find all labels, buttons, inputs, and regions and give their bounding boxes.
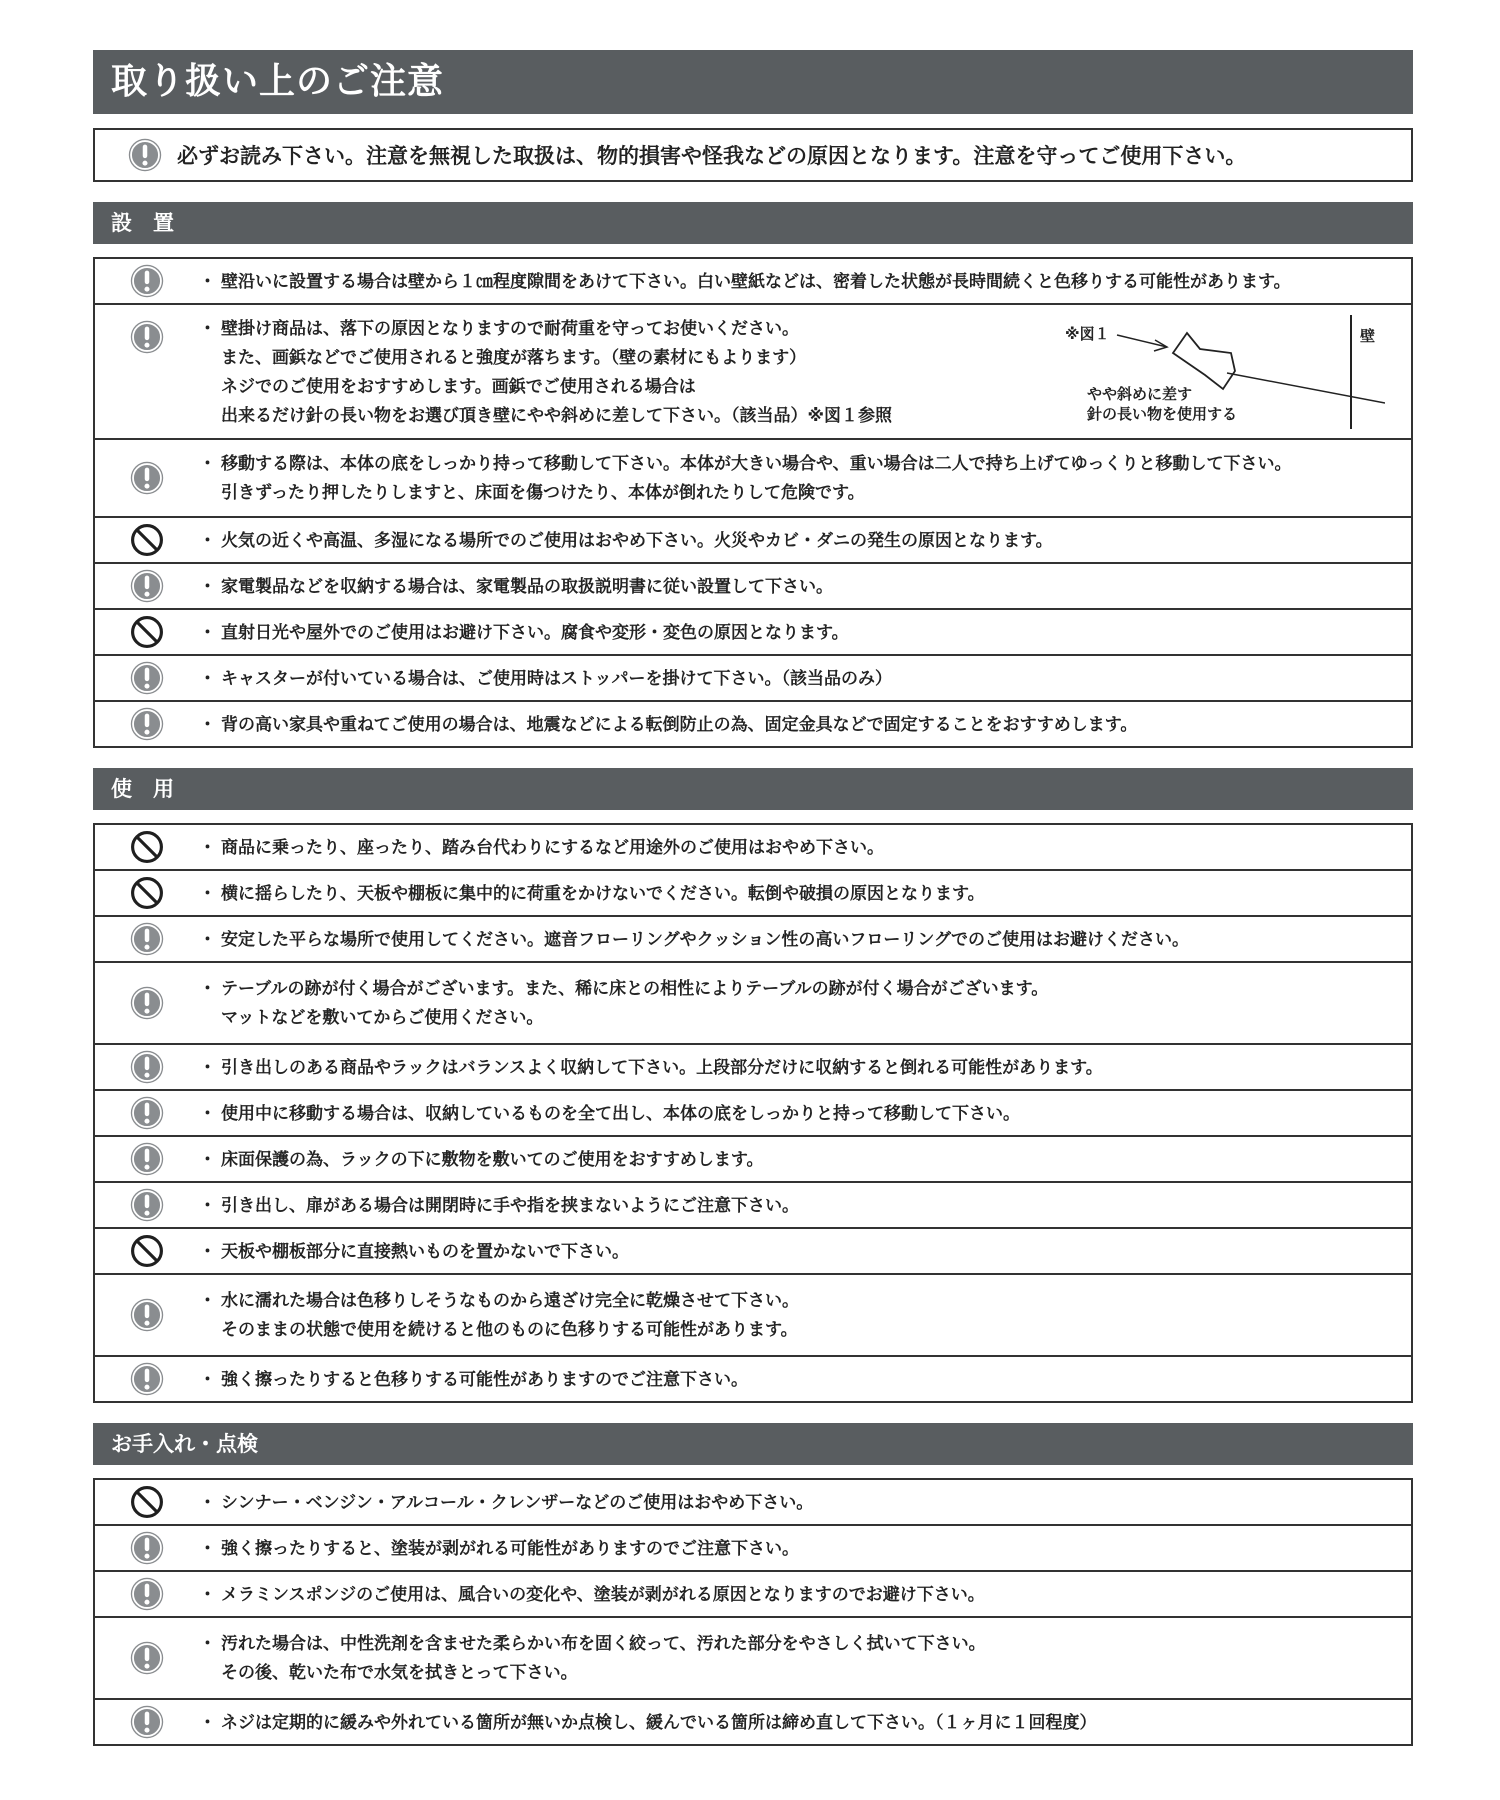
caution-icon (129, 1141, 165, 1177)
item-text: ネジでのご使用をおすすめします。画鋲でご使用される場合は (221, 377, 696, 397)
caution-icon (129, 568, 165, 604)
item-text: 移動する際は、本体の底をしっかり持って移動して下さい。本体が大きい場合や、重い場合は二人で持ち上げてゆっくりと移動して下さい。 (221, 454, 1292, 474)
list-item (95, 1229, 1411, 1275)
item-text: テーブルの跡が付く場合がございます。また、稀に床との相性によりテーブルの跡が付く場合がございます。 (221, 979, 1049, 999)
item-text: 家電製品などを収納する場合は、家電製品の取扱説明書に従い設置して下さい。 (221, 576, 833, 597)
prohibited-icon (129, 614, 165, 650)
bullet: ・ (199, 1291, 216, 1311)
caution-icon (129, 1640, 165, 1676)
bullet: ・ (199, 271, 216, 292)
caution-icon (129, 1297, 165, 1333)
list-item (95, 518, 1411, 564)
pushpin-illustration (1055, 313, 1385, 431)
prohibited-icon (129, 1484, 165, 1520)
bullet: ・ (199, 1584, 216, 1605)
caution-icon (129, 1049, 165, 1085)
caution-icon (129, 985, 165, 1021)
caution-icon (127, 137, 163, 173)
item-text: 安定した平らな場所で使用してください。遮音フローリングやクッション性の高いフローリングでのご使用はお避けください。 (221, 929, 1189, 950)
list-item (95, 564, 1411, 610)
item-text: キャスターが付いている場合は、ご使用時はストッパーを掛けて下さい。（該当品のみ） (221, 668, 892, 689)
bullet: ・ (199, 1057, 216, 1078)
section-heading-installation: 設 置 (93, 202, 1413, 244)
list-item (95, 1700, 1411, 1746)
list-item (95, 1183, 1411, 1229)
bullet: ・ (199, 714, 216, 735)
bullet: ・ (199, 979, 216, 999)
bullet: ・ (199, 530, 216, 551)
list-item (95, 1572, 1411, 1618)
section-heading-usage: 使 用 (93, 768, 1413, 810)
caution-page (93, 50, 1413, 1746)
caution-icon (129, 1704, 165, 1740)
item-text: 床面保護の為、ラックの下に敷物を敷いてのご使用をおすすめします。 (221, 1149, 764, 1170)
bullet: ・ (199, 1241, 216, 1262)
list-item (95, 1357, 1411, 1403)
item-text: 天板や棚板部分に直接熱いものを置かないで下さい。 (221, 1241, 629, 1262)
bullet: ・ (199, 1103, 216, 1124)
caution-icon (129, 706, 165, 742)
bullet: ・ (199, 837, 216, 858)
bullet: ・ (199, 1149, 216, 1170)
prohibited-icon (129, 522, 165, 558)
caution-icon (129, 460, 165, 496)
list-item (95, 917, 1411, 963)
item-text: 使用中に移動する場合は、収納しているものを全て出し、本体の底をしっかりと持って移動して下さい。 (221, 1103, 1020, 1124)
item-text: そのままの状態で使用を続けると他のものに色移りする可能性があります。 (221, 1320, 798, 1340)
list-item (95, 1275, 1411, 1357)
pushpin-figure (1055, 313, 1385, 431)
item-text: 引き出し、扉がある場合は開閉時に手や指を挟まないようにご注意下さい。 (221, 1195, 799, 1216)
bullet: ・ (199, 929, 216, 950)
item-text: 強く擦ったりすると色移りする可能性がありますのでご注意下さい。 (221, 1369, 748, 1390)
bullet: ・ (199, 622, 216, 643)
item-text: 汚れた場合は、中性洗剤を含ませた柔らかい布を固く絞って、汚れた部分をやさしく拭いて下さい。 (221, 1634, 986, 1654)
figure-caption-2: 針の長い物を使用する (1087, 405, 1238, 423)
figure-ref: ※図１ (1065, 325, 1110, 343)
bullet: ・ (199, 1538, 216, 1559)
list-item (95, 305, 1411, 440)
item-text: 出来るだけ針の長い物をお選び頂き壁にやや斜めに差して下さい。（該当品）※図１参照 (221, 406, 893, 426)
bullet: ・ (199, 1195, 216, 1216)
notice-box (93, 128, 1413, 182)
bullet: ・ (199, 1634, 216, 1654)
list-item (95, 440, 1411, 518)
usage-list (93, 823, 1413, 1403)
caution-icon (129, 1361, 165, 1397)
item-text: 水に濡れた場合は色移りしそうなものから遠ざけ完全に乾燥させて下さい。 (221, 1291, 799, 1311)
bullet: ・ (199, 883, 216, 904)
list-item (95, 1045, 1411, 1091)
list-item (95, 871, 1411, 917)
list-item (95, 1137, 1411, 1183)
caution-icon (129, 263, 165, 299)
list-item (95, 1091, 1411, 1137)
bullet: ・ (199, 454, 216, 474)
caution-icon (129, 1187, 165, 1223)
item-text: ネジは定期的に緩みや外れている箇所が無いか点検し、緩んでいる箇所は締め直して下さい。（１ヶ月に１回程度） (221, 1712, 1097, 1733)
caution-icon (129, 1530, 165, 1566)
installation-list (93, 257, 1413, 748)
caution-icon (129, 1576, 165, 1612)
item-text: メラミンスポンジのご使用は、風合いの変化や、塗装が剥がれる原因となりますのでお避け下さい。 (221, 1584, 985, 1605)
item-text: その後、乾いた布で水気を拭きとって下さい。 (221, 1663, 578, 1683)
item-text: 火気の近くや高温、多湿になる場所でのご使用はおやめ下さい。火災やカビ・ダニの発生の原因となります。 (221, 530, 1053, 551)
caution-icon (129, 921, 165, 957)
figure-caption-1: やや斜めに差す (1087, 385, 1193, 403)
page-title: 取り扱い上のご注意 (93, 50, 1413, 114)
item-text: 引き出しのある商品やラックはバランスよく収納して下さい。上段部分だけに収納すると倒れる可能性があります。 (221, 1057, 1103, 1078)
list-item (95, 702, 1411, 748)
bullet: ・ (199, 576, 216, 597)
prohibited-icon (129, 1233, 165, 1269)
item-text: また、画鋲などでご使用されると強度が落ちます。（壁の素材にもよります） (221, 348, 807, 368)
list-item (95, 656, 1411, 702)
notice-text: 必ずお読み下さい。注意を無視した取扱は、物的損害や怪我などの原因となります。注意を守ってご使用下さい。 (177, 144, 1247, 168)
bullet: ・ (199, 319, 216, 339)
prohibited-icon (129, 875, 165, 911)
item-text: マットなどを敷いてからご使用ください。 (221, 1008, 544, 1028)
bullet: ・ (199, 1369, 216, 1390)
item-text: 横に揺らしたり、天板や棚板に集中的に荷重をかけないでください。転倒や破損の原因となります。 (221, 883, 985, 904)
item-text: 壁沿いに設置する場合は壁から１㎝程度隙間をあけて下さい。白い壁紙などは、密着した状態が長時間続くと色移りする可能性があります。 (221, 271, 1291, 292)
figure-wall-label: 壁 (1360, 327, 1376, 345)
list-item (95, 1526, 1411, 1572)
caution-icon (129, 660, 165, 696)
bullet: ・ (199, 1712, 216, 1733)
list-item (95, 1618, 1411, 1700)
item-text: 直射日光や屋外でのご使用はお避け下さい。腐食や変形・変色の原因となります。 (221, 622, 849, 643)
item-text: 引きずったり押したりしますと、床面を傷つけたり、本体が倒れたりして危険です。 (221, 483, 865, 503)
item-text: 背の高い家具や重ねてご使用の場合は、地震などによる転倒防止の為、固定金具などで固定することをおすすめします。 (221, 714, 1138, 735)
maintenance-list (93, 1478, 1413, 1746)
bullet: ・ (199, 668, 216, 689)
caution-icon (129, 319, 165, 355)
list-item (95, 259, 1411, 305)
item-text: シンナー・ベンジン・アルコール・クレンザーなどのご使用はおやめ下さい。 (221, 1492, 814, 1513)
item-text: 強く擦ったりすると、塗装が剥がれる可能性がありますのでご注意下さい。 (221, 1538, 799, 1559)
bullet: ・ (199, 1492, 216, 1513)
item-text: 商品に乗ったり、座ったり、踏み台代わりにするなど用途外のご使用はおやめ下さい。 (221, 837, 884, 858)
list-item (95, 825, 1411, 871)
list-item (95, 1480, 1411, 1526)
list-item (95, 963, 1411, 1045)
caution-icon (129, 1095, 165, 1131)
section-heading-maintenance: お手入れ・点検 (93, 1423, 1413, 1465)
prohibited-icon (129, 829, 165, 865)
list-item (95, 610, 1411, 656)
item-text: 壁掛け商品は、落下の原因となりますので耐荷重を守ってお使いください。 (221, 319, 799, 339)
